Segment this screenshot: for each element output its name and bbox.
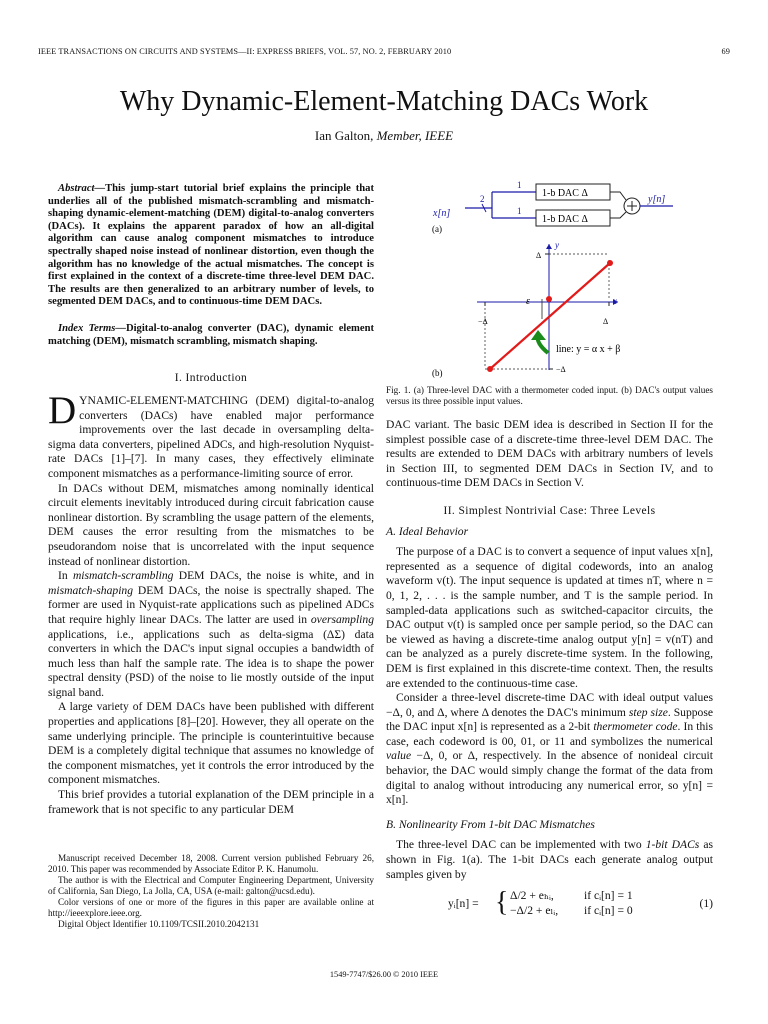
intro-paragraph-3: In mismatch-scrambling DEM DACs, the noise is white, and in mismatch-shaping DEM DACs, the noise is spectrally shaped. The former are used in Nyquist-rate applications such as pipelined ADCs that require highly linear DACs. The latter are used in oversampling applications, i.e., applications such as delta-sigma (ΔΣ) data converters in which the DAC's input signal occupies a bandwidth of much less than half the sample rate. The idea is to shape the power spectral density (PSD) of the noise to lie mostly outside of the input signal band. [48,569,375,699]
intro-paragraph-1: YNAMIC-ELEMENT-MATCHING (DEM) digital-to-analog converters (DACs) have enabled major performance improvements over the last decade in oversampling delta-sigma data converters, pipelined ADCs, and high-resolution Nyquist-rate DACs [1]–[7]. In many cases, they effectively eliminate component mismatches as a performance-limiting source of error. [48,394,374,480]
right-column-body [386,418,713,922]
dac-2-label: 1-b DAC Δ [542,214,588,225]
footnote-doi: Digital Object Identifier 10.1109/TCSII.2010.2042131 [58,919,260,929]
equation-1 [386,888,713,922]
abstract [48,183,374,309]
intro-paragraph-2: In DACs without DEM, mismatches among nominally identical circuit elements inevitably introduced during circuit fabrication cause nonlinear distortion. By scrambling the usage pattern of the elements, DEM causes the error resulting from the mismatches to be pseudorandom noise that is uncorrelated with the input sequence instead of nonlinear distortion. [48,481,374,568]
equation-condition-1: if cᵢ[n] = 1 [584,889,633,903]
author-name: Ian Galton, [314,128,374,143]
intro-paragraph-4: A large variety of DEM DACs have been published with different properties and applications [8]–[20]. However, they all operate on the same underlying principle. The principle is counterintuitive because DEM is a completely digital technique that assumes no knowledge of the component mismatches, yet it controls the error introduced by the component mismatches. [48,700,374,787]
section-2a-paragraph-1: The purpose of a DAC is to convert a sequence of input values x[n], represented as a sequence of digital codewords, into an analog waveform v(t). The input sequence is updated at times nT, where n = 0, 1, 2, . . . is the sample number, and T is the sample period. In sampled-data applications such as switched-capacitor circuits, the DAC output v(t) is sampled once per sample period, so the DAC can be viewed as having a discrete-time analog output y[n] = v(nT) and can be analyzed as a purely discrete-time system. In the following, DEM is first explained in this discrete-time context. Then, the results are extended to the continuous-time case. [386,545,713,690]
point-low [487,366,493,372]
abstract-label: Abstract— [58,183,106,194]
author-line [0,128,768,144]
line-equation: line: y = α x + β [556,344,621,355]
subsection-b-heading: B. Nonlinearity From 1-bit DAC Mismatches [386,817,595,831]
y-axis-label: y [555,240,559,250]
section-1-heading: I. Introduction [174,372,248,384]
tick-top-label: Δ [536,251,542,260]
equation-lhs: yᵢ[n] = [448,897,479,911]
fig-b-label: (b) [432,368,443,378]
tick-left-label: −Δ [478,317,488,326]
point-mid [546,296,552,302]
figure-caption: Fig. 1. (a) Three-level DAC with a thermometer coded input. (b) DAC's output values versus its three possible input values. [386,385,713,406]
index-terms-label: Index Terms— [58,323,126,334]
section-1-body [48,389,375,817]
index-terms [48,323,374,348]
line-2-label: 1 [517,206,522,216]
footnote-manuscript: Manuscript received December 18, 2008. Current version published February 26, 2010. This paper was recommended by Associate Editor P. K. Hanumolu. [48,853,374,874]
paper-title: Why Dynamic-Element-Matching DACs Work [119,86,649,117]
line-1-label: 1 [517,180,522,190]
bus-width-label: 2 [480,194,485,204]
page-footer: 1549-7747/$26.00 © 2010 IEEE [329,970,439,979]
section-2a-paragraph-2: Consider a three-level discrete-time DAC with ideal output values −Δ, 0, and Δ, where Δ denotes the DAC's minimum step size. Suppose the DAC input x[n] is represented as a 2-bit thermometer code. In this case, each codeword is 00, 01, or 11 and symbolizes the numerical value −Δ, 0, or Δ, respectively. In the absence of nonideal circuit behavior, the DAC would simply change the format of the data from digital to analog without introducing any numerical error, so y[n] = x[n]. [386,691,713,807]
fig-a-label: (a) [432,224,442,234]
drop-cap: D [48,389,77,432]
footnote-color: Color versions of one or more of the figures in this paper are available online at http://ieeexplore.ieee.org. [48,897,374,918]
epsilon-label: ε [526,296,530,307]
input-label: x[n] [433,208,451,219]
equation-condition-2: if cᵢ[n] = 0 [584,904,633,918]
right-intro-paragraph: DAC variant. The basic DEM idea is described in Section II for the simplest possible case of a discrete-time three-level DEM DAC. The results are extended to DEM DACs with arbitrary numbers of levels in Section III, to segmented DEM DACs in Section IV, and to continuous-time DEM DACs in Section V. [386,418,713,490]
dac-2-output [610,212,626,218]
section-2-heading: II. Simplest Nontrivial Case: Three Levels [443,504,656,517]
section-2b-paragraph-1: The three-level DAC can be implemented with two 1-bit DACs as shown in Fig. 1(a). The 1-bit DACs each generate analog output samples given by [386,838,713,881]
abstract-text: This jump-start tutorial brief explains the principle that underlies all of the published mismatch-scrambling and mismatch-shaping dynamic-element-matching (DEM) digital-to-analog converters (DACs). It explains the apparent paradox of how an all-digital algorithm can cause analog component mismatches to introduce spectrally shaped noise instead of nonlinear distortion, even though the algorithm has no knowledge of the actual mismatches. The concept is first explained in the context of a discrete-time three-level DEM DAC. The results are then generalized to an arbitrary number of levels, to segmented DEM DACs, and to continuous-time DEM DACs. [48,183,374,308]
journal-name: IEEE TRANSACTIONS ON CIRCUITS AND SYSTEMS—II: EXPRESS BRIEFS, VOL. 57, NO. 2, FEBRUARY 2010 [38,47,452,56]
equation-case-1: Δ/2 + eₕᵢ, [510,889,554,903]
dac-1-label: 1-b DAC Δ [542,188,588,199]
tick-right-label: Δ [603,317,609,326]
running-header [38,47,730,56]
tick-bottom-label: −Δ [556,365,566,374]
section-1-heading-wrap [48,371,374,386]
equation-brace: { [495,887,509,919]
intro-paragraph-5: This brief provides a tutorial explanation of the DEM principle in a framework that is not specific to any particular DEM [48,788,374,816]
author-title: Member, IEEE [376,128,454,143]
equation-number: (1) [699,897,713,911]
output-label: y[n] [648,194,666,205]
point-high [607,260,613,266]
subsection-a-heading: A. Ideal Behavior [386,524,469,538]
page-number: 69 [721,47,730,56]
footnotes [48,853,374,930]
index-terms-text: Digital-to-analog converter (DAC), dynamic element matching (DEM), mismatch scrambling, mismatch shaping. [48,323,374,347]
y-axis-arrow [546,244,552,249]
dac-1-output [610,192,626,200]
equation-case-2: −Δ/2 + eₗᵢ, [510,904,559,918]
x-axis-label: x [613,296,617,306]
figure-1 [386,178,713,378]
footnote-affiliation: The author is with the Electrical and Computer Engineering Department, University of California, San Diego, La Jolla, CA, USA (e-mail: galton@ucsd.edu). [48,875,374,896]
